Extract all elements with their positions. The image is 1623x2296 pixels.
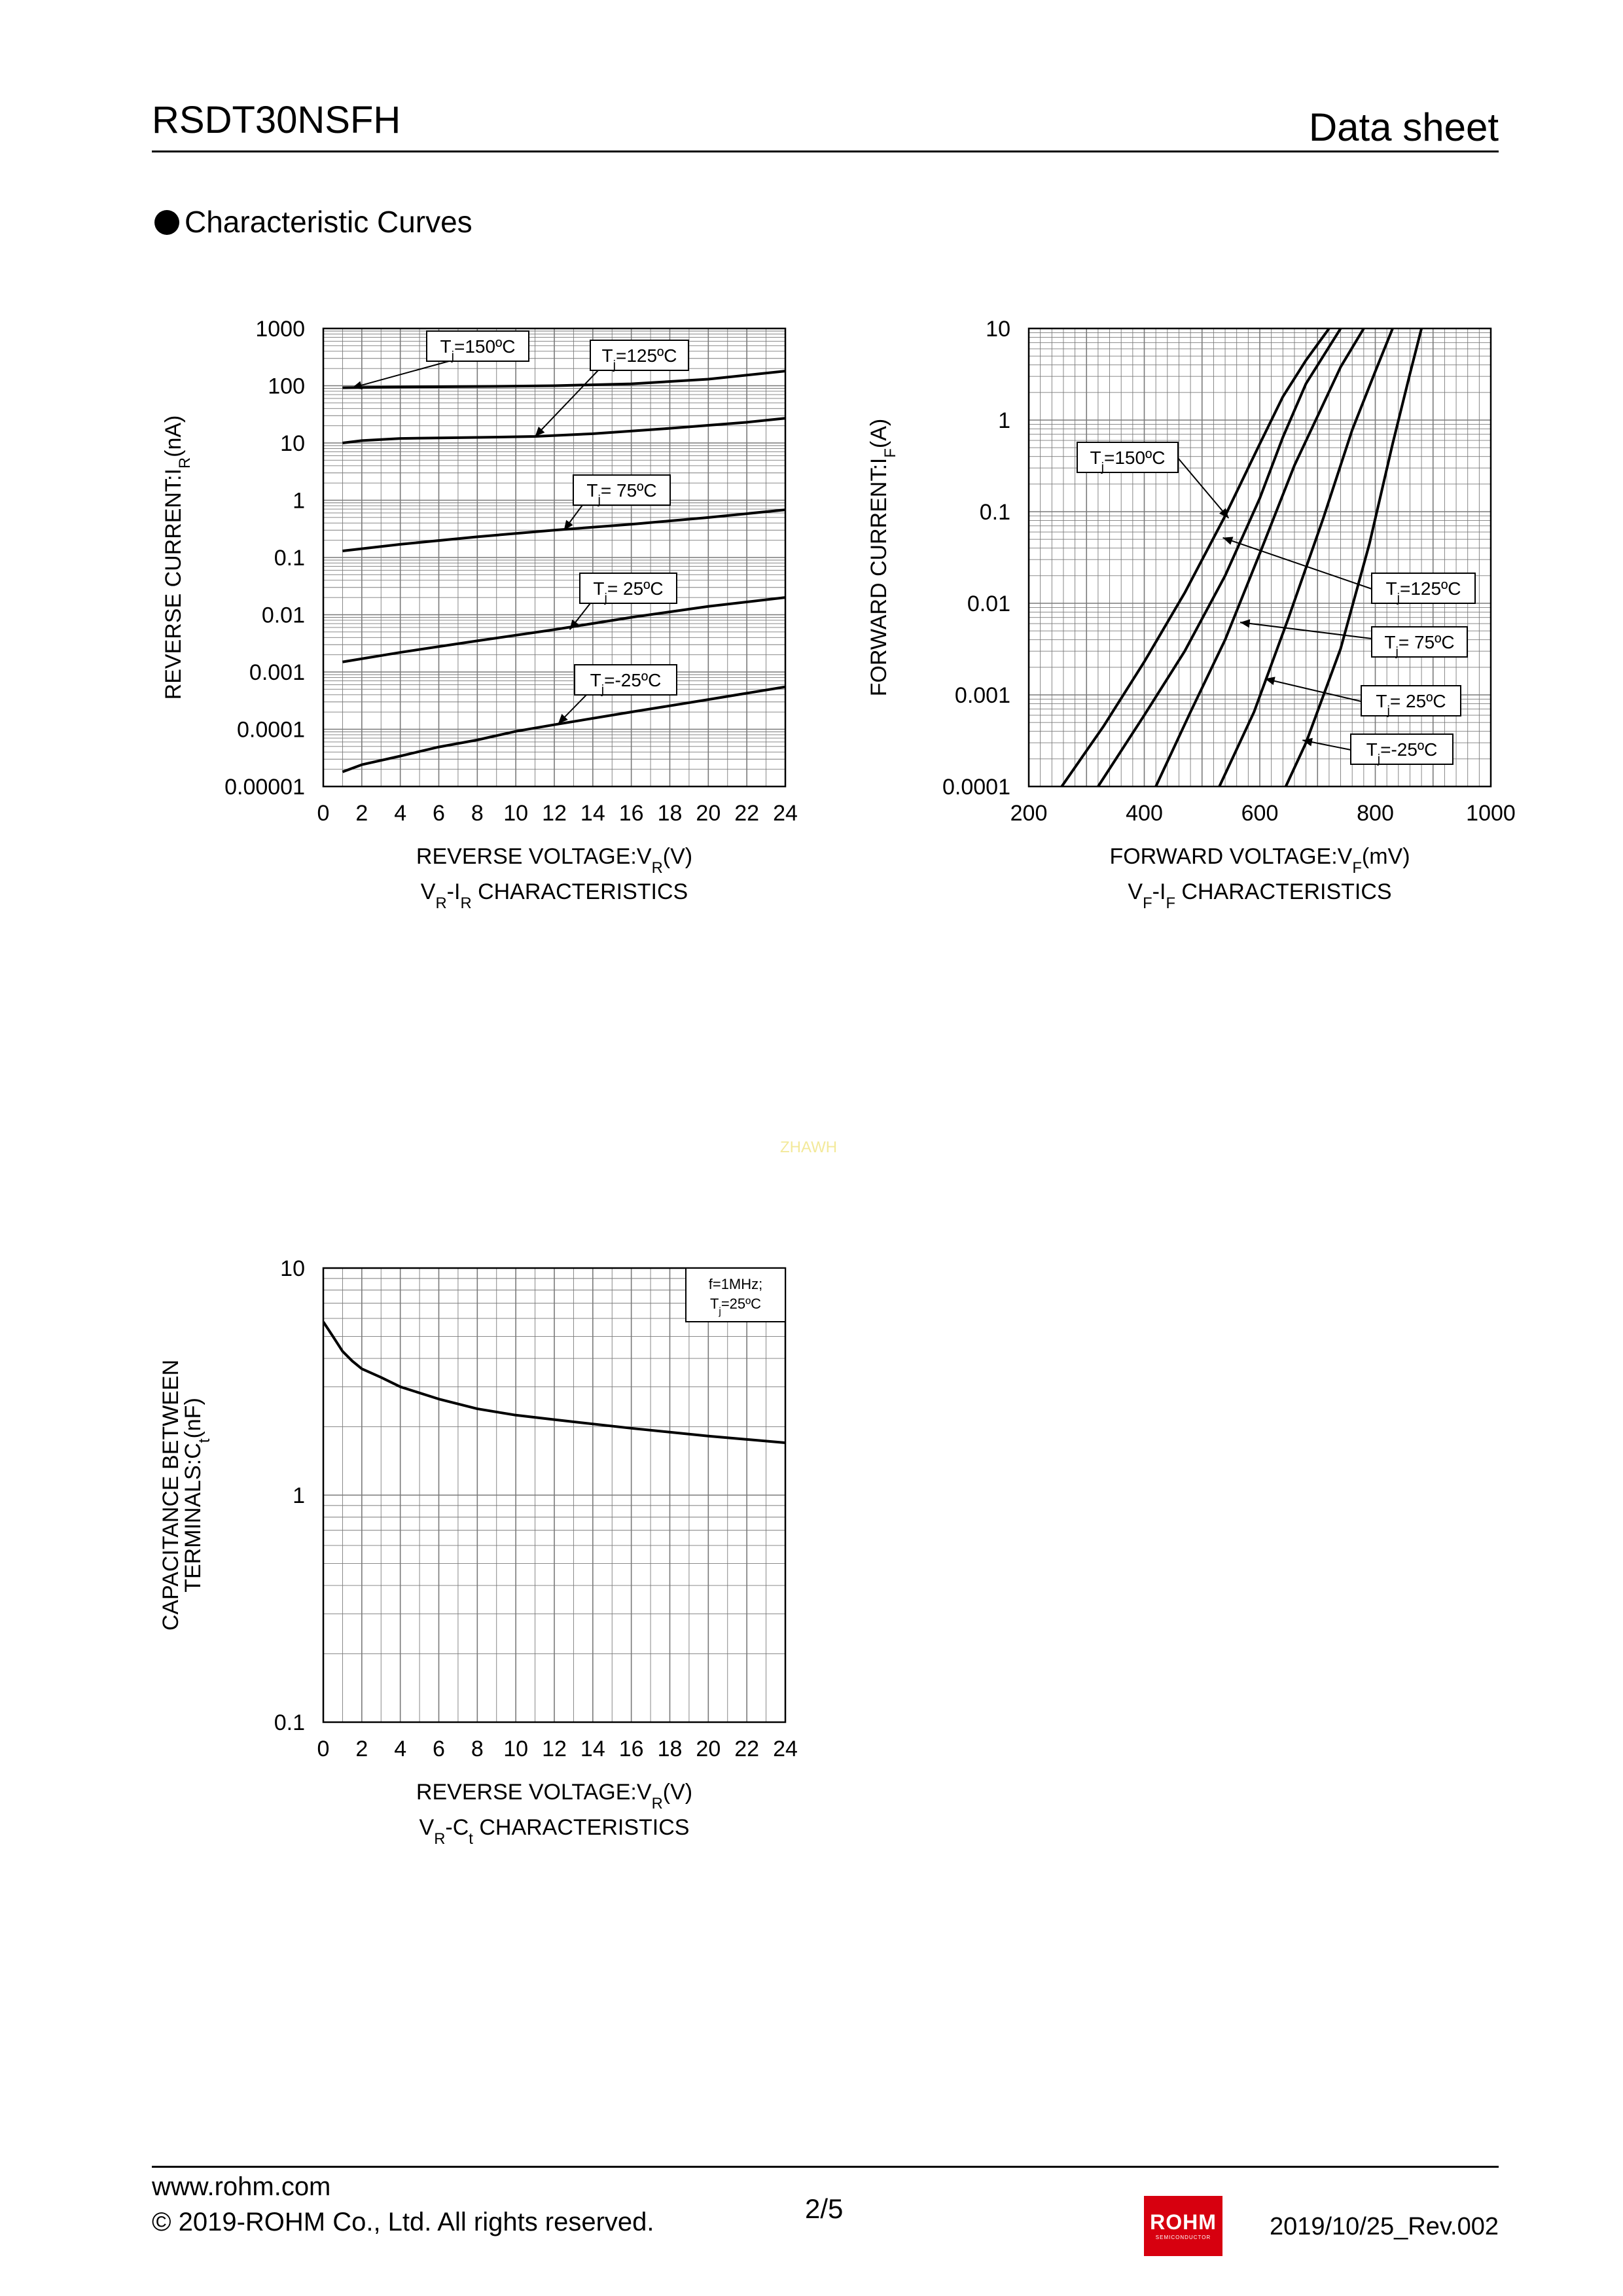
x-tick-label: 22 (734, 801, 760, 826)
x-tick-label: 18 (657, 801, 683, 826)
grid (323, 1268, 785, 1722)
arrow-head-icon (570, 620, 579, 630)
y-axis-label-line1: CAPACITANCE BETWEEN (158, 1359, 183, 1631)
x-tick-label: 200 (1010, 801, 1048, 826)
y-axis-label-line2: $TERMINALS:C_t(nF)$ (181, 1398, 213, 1593)
x-tick-label: 24 (773, 1737, 798, 1761)
y-tick-label: 0.0001 (237, 717, 305, 743)
y-tick-label: 1 (293, 1483, 305, 1508)
x-tick-label: 8 (471, 801, 484, 826)
chart-caption: $V_R-I_R$ CHARACTERISTICS (420, 879, 688, 912)
x-tick-label: 10 (503, 1737, 529, 1761)
series-label-text: $T_j=150ºC$ (440, 336, 516, 363)
series-label-text: $T_j=-25ºC$ (1366, 739, 1438, 766)
vf-if-chart (866, 317, 1516, 912)
doc-type: Data sheet (1308, 105, 1499, 149)
annotation (686, 1268, 785, 1322)
x-tick-label: 12 (542, 1737, 567, 1761)
x-tick-label: 24 (773, 801, 798, 826)
x-tick-label: 16 (618, 1737, 644, 1761)
series-label (1077, 442, 1228, 518)
y-tick-label: 10 (280, 1256, 305, 1281)
series-label-arrow (1178, 458, 1228, 518)
x-tick-label: 14 (580, 1737, 605, 1761)
x-tick-label: 2 (355, 801, 368, 826)
watermark: ZHAWH (780, 1139, 838, 1156)
x-tick-label: 2 (355, 1737, 368, 1761)
y-tick-label: 0.1 (979, 500, 1010, 525)
series-label-text: $T_j=$ 25ºC (1376, 691, 1446, 718)
series-label-arrow (1223, 538, 1372, 589)
y-tick-label: 1 (293, 488, 305, 514)
y-tick-label: 100 (268, 374, 305, 399)
x-tick-label: 20 (696, 801, 721, 826)
x-axis-label: REVERSE $VOLTAGE:V_R(V)$ (416, 1780, 693, 1812)
annotation-line2: $T_j=25ºC$ (709, 1296, 762, 1317)
series-label (352, 331, 529, 389)
series-label (570, 573, 677, 629)
x-tick-label: 600 (1241, 801, 1279, 826)
series-label-text: $T_j=$ 25ºC (593, 578, 664, 605)
y-tick-label: 10 (280, 431, 305, 456)
x-tick-label: 12 (542, 801, 567, 826)
x-tick-label: 10 (503, 801, 529, 826)
series-label-arrow (1265, 679, 1361, 701)
series-line (1098, 328, 1341, 786)
x-tick-label: 14 (580, 801, 605, 826)
series-label-arrow (535, 370, 598, 436)
x-tick-label: 0 (317, 801, 330, 826)
y-tick-label: 0.001 (954, 683, 1010, 708)
x-axis-label: REVERSE $VOLTAGE:V_R(V)$ (416, 844, 693, 877)
x-axis-label: FORWARD $VOLTAGE:V_F(mV)$ (1109, 844, 1410, 877)
arrow-head-icon (1223, 537, 1234, 544)
y-tick-label: 0.01 (967, 592, 1010, 616)
series-label-text: $T_j=125ºC$ (601, 345, 677, 372)
series-label-text: $T_j=$ 75ºC (586, 480, 657, 507)
y-tick-label: 0.00001 (224, 775, 305, 800)
series-line (1061, 328, 1329, 786)
x-tick-label: 8 (471, 1737, 484, 1761)
annotation-line1: f=1MHz; (708, 1276, 763, 1292)
vr-ir-chart (161, 317, 798, 912)
y-axis-label: REVERSE $CURRENT:I_R(nA)$ (161, 415, 194, 700)
chart-caption: $V_R-C_t$ CHARACTERISTICS (419, 1815, 690, 1848)
footer-date-rev: 2019/10/25_Rev.002 (1269, 2213, 1499, 2240)
y-tick-label: 1000 (255, 317, 305, 342)
x-tick-label: 4 (394, 801, 407, 826)
page-number: 2/5 (805, 2193, 844, 2224)
x-tick-label: 400 (1126, 801, 1163, 826)
x-tick-label: 18 (657, 1737, 683, 1761)
y-tick-label: 1 (998, 408, 1010, 433)
footer-url[interactable]: www.rohm.com (152, 2172, 331, 2201)
chart-caption: $V_F-I_F$ CHARACTERISTICS (1128, 879, 1392, 912)
x-tick-label: 800 (1357, 801, 1394, 826)
x-tick-label: 6 (433, 1737, 445, 1761)
x-tick-label: 1000 (1466, 801, 1516, 826)
y-axis-label: FORWARD $CURRENT:I_F(A)$ (866, 418, 899, 697)
series-label-text: $T_j=$ 75ºC (1384, 632, 1455, 659)
series-label-text: $T_j=125ºC$ (1385, 578, 1461, 605)
logo-subtext: SEMICONDUCTOR (1155, 2234, 1211, 2240)
rohm-logo (1144, 2196, 1222, 2256)
grid (1029, 328, 1491, 786)
x-tick-label: 20 (696, 1737, 721, 1761)
y-tick-label: 0.001 (249, 660, 305, 685)
part-number: RSDT30NSFH (152, 99, 401, 141)
grid (323, 328, 785, 786)
series-label-text: $T_j=150ºC$ (1090, 448, 1166, 474)
x-tick-label: 6 (433, 801, 445, 826)
y-tick-label: 10 (986, 317, 1010, 342)
y-tick-label: 0.01 (261, 603, 305, 628)
logo-text: ROHM (1150, 2210, 1217, 2234)
y-tick-label: 0.1 (274, 546, 305, 571)
series-label (1223, 537, 1475, 605)
series-label (1302, 734, 1453, 766)
footer-copyright: © 2019-ROHM Co., Ltd. All rights reserved. (152, 2208, 654, 2236)
series-line (342, 597, 785, 662)
series-label-text: $T_j=-25ºC$ (590, 670, 662, 697)
series-line (342, 418, 785, 443)
y-tick-label: 0.0001 (942, 775, 1010, 800)
footer-rule (152, 2166, 1499, 2168)
x-tick-label: 0 (317, 1737, 330, 1761)
y-tick-label: 0.1 (274, 1710, 305, 1735)
section-title: Characteristic Curves (185, 205, 473, 239)
vr-ct-chart (158, 1256, 798, 1848)
x-tick-label: 16 (618, 801, 644, 826)
x-tick-label: 4 (394, 1737, 407, 1761)
x-tick-label: 22 (734, 1737, 760, 1761)
